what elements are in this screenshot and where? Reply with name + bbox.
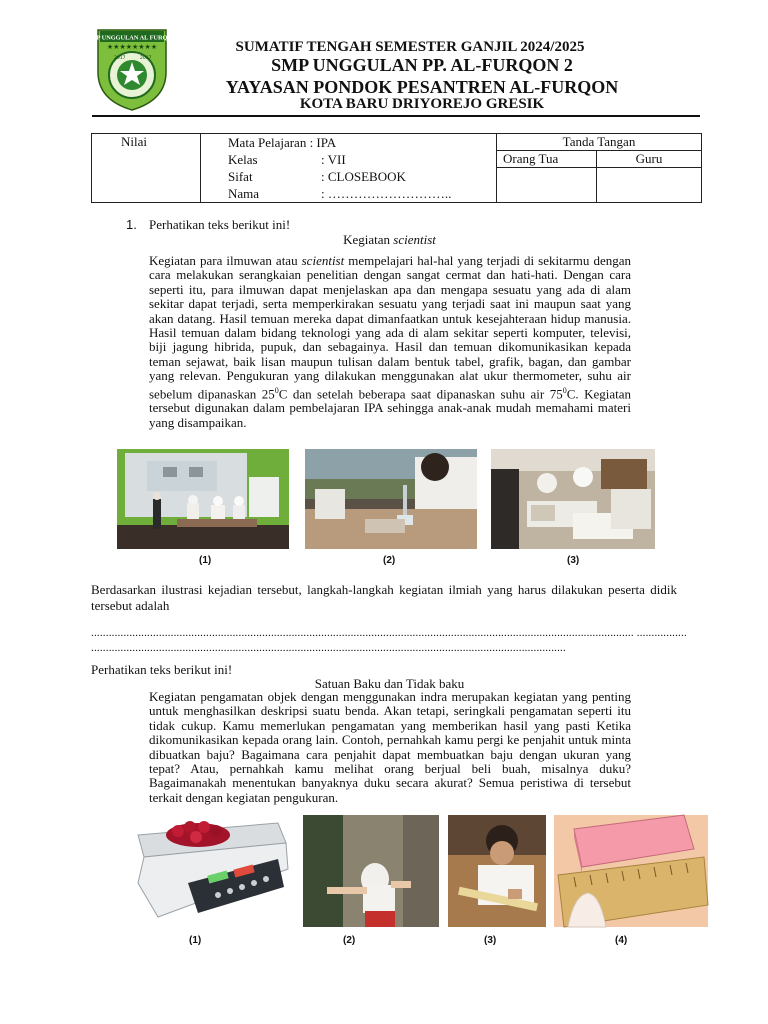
class-value: : VII [321, 152, 346, 167]
class-line [228, 151, 496, 168]
class-label: Kelas [228, 152, 258, 167]
q1-title [149, 233, 630, 248]
header-school-name: SMP UNGGULAN PP. AL-FURQON 2 [271, 55, 573, 75]
name-label: Nama [228, 186, 260, 201]
q1-intro: Perhatikan teks berikut ini! [149, 217, 291, 232]
parent-header: Orang Tua [497, 151, 597, 168]
q1-title-text: Kegiatan [343, 232, 394, 247]
q2-photo-eraser-ruler [554, 815, 708, 927]
q2-paragraph: Kegiatan pengamatan objek dengan menggunakan indra merupakan kegiatan yang penting untuk menghasilkan deskripsi suatu benda. Akan tetapi, seringkali pengamatan seperti itu tidak cukup. Kamu memerlukan pengamatan yang memberikan hasil yang pasti Ketika dikomunikasikan kepada orang lain. Contoh, pernahkah kamu pergi ke penjahit untuk minta dibuatkan baju? Bagaimana cara penjahit dapat membuatkan baju dengan ukuran yang tepat? Atau, pernahkah kamu melihat orang berjual beli buah, misalnya duku? Bagaimanakah menentukan banyaknya duku secara akurat? Semua peristiwa di tersebut terkait dengan kegiatan pengukuran. [149, 689, 631, 805]
q1-caption-3: (3) [567, 555, 580, 566]
header-exam-title: SUMATIF TENGAH SEMESTER GANJIL 2024/2025 [235, 39, 585, 55]
degree-sup: 0 [562, 385, 567, 395]
nature-label: Sifat [228, 169, 253, 184]
q2-photo-ruler-measure [448, 815, 546, 927]
student-info-table [91, 133, 702, 203]
name-value: : ……………………….. [321, 186, 452, 201]
q1-answer-line-2[interactable]: ................................................................................................................................................................. [91, 642, 566, 654]
parent-signature-box [497, 168, 597, 203]
q1-caption-2: (2) [383, 555, 396, 566]
q2-intro: Perhatikan teks berikut ini! [91, 662, 233, 677]
nilai-label: Nilai [121, 134, 147, 149]
q1-paragraph-italic: scientist [301, 253, 345, 268]
q1-paragraph-part: C dan setelah beberapa saat dipanaskan suhu air 75 [278, 385, 563, 401]
q1-paragraph [149, 254, 631, 430]
q1-title-italic: scientist [393, 232, 436, 247]
teacher-header: Guru [597, 151, 702, 168]
nilai-cell [92, 134, 201, 203]
logo-year-right: 2017 [140, 56, 152, 61]
q1-photo-classroom-presentation [117, 449, 289, 549]
question-number: 1. [126, 217, 137, 232]
teacher-signature-box [597, 168, 702, 203]
q1-paragraph-part: mempelajari hal-hal yang terjadi di sekitarmu dengan cara melakukan serangkaian penelitian dengan sangat cermat dan hati-hati. Dengan cara seperti itu, para ilmuwan dapat menjelaskan apa dan mengapa sesuatu yang ada di alam sekitar dapat terjadi, serta memperkirakan sesuatu yang terjadi saat ini maupun saat yang akan datang. Hasil temuan mereka dapat dimanfaatkan untuk kesejahteraan hidup manusia. Hasil temuan dalam bidang teknologi yang ada di alam sekitar seperti komputer, televisi, biji jagung hibrida, pupuk, dan sebagainya. Hasil dan temuan dikomunikasikan kepada teman sejawat, baik lisan maupun tulisan dalam bentuk tabel, grafik, bagan, dan gambar yang relevan. Pengukuran yang dilakukan menggunakan alat ukur thermometer, suhu air sebelum dipanaskan 25 [149, 253, 632, 401]
q2-photo-digital-scale [128, 813, 296, 929]
q2-caption-2: (2) [343, 935, 356, 946]
name-line [228, 185, 496, 202]
header-city: KOTA BARU DRIYOREJO GRESIK [299, 96, 545, 112]
logo-year-left: 2017 [114, 56, 126, 61]
nature-line [228, 168, 496, 185]
q1-caption-1: (1) [199, 555, 212, 566]
header-divider [92, 115, 700, 117]
q1-answer-line-1[interactable]: ........................................................................................................................................................................................ ................. [91, 627, 687, 639]
subject-cell [201, 134, 497, 203]
degree-sup: 0 [274, 385, 279, 395]
q1-question: Berdasarkan ilustrasi kejadian tersebut, langkah-langkah kegiatan ilmiah yang harus dilakukan peserta didik tersebut adalah [91, 582, 677, 613]
q2-caption-1: (1) [189, 935, 202, 946]
header-foundation: YAYASAN PONDOK PESANTREN AL-FURQON [225, 77, 619, 97]
q2-photo-arm-span-measure [303, 815, 439, 927]
subject-line: Mata Pelajaran : IPA [228, 135, 337, 150]
nature-value: : CLOSEBOOK [321, 169, 406, 184]
q2-caption-3: (3) [484, 935, 497, 946]
signature-header: Tanda Tangan [497, 134, 702, 151]
q1-photo-lab-experiment [305, 449, 477, 549]
q1-paragraph-part: Kegiatan para ilmuwan atau [149, 253, 302, 268]
logo-banner-text: SMP UNGGULAN AL FURQON [87, 34, 177, 42]
q2-title: Satuan Baku dan Tidak baku [314, 676, 465, 691]
q1-photo-group-reading [491, 449, 655, 549]
logo-stars: ★★★★★★★★ [106, 43, 158, 51]
q2-caption-4: (4) [615, 935, 628, 946]
q1-paragraph-part: C. Kegiatan tersebut digunakan dalam pembelajaran IPA sehingga anak-anak mudah memahami materi yang disampaikan. [149, 385, 631, 430]
